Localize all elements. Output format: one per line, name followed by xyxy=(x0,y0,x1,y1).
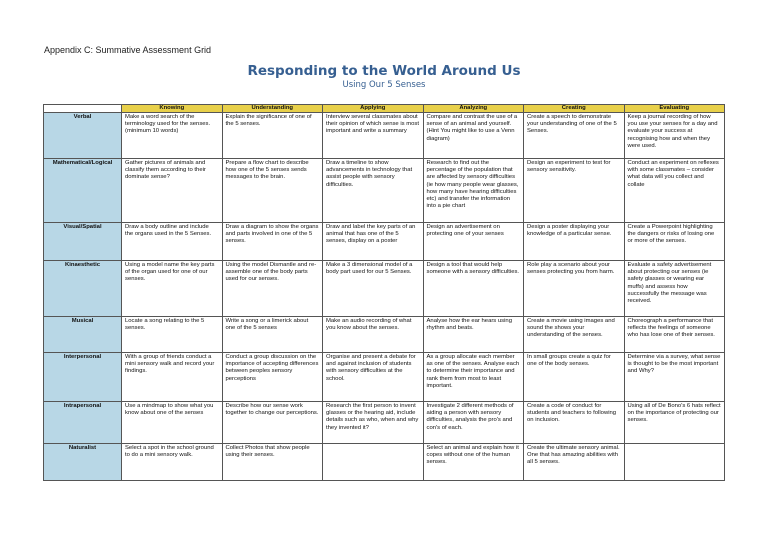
table-cell: Create a Powerpoint highlighting the dangers or risks of losing one or more of the senses. xyxy=(624,223,725,261)
row-header-kinaesthetic: Kinaesthetic xyxy=(44,261,122,317)
table-cell: Select an animal and explain how it copes without one of the human senses. xyxy=(423,444,524,481)
table-cell: Draw and label the key parts of an animal that has one of the 5 senses, display on a poster xyxy=(323,223,424,261)
row-header-naturalist: Naturalist xyxy=(44,444,122,481)
column-header-understanding: Understanding xyxy=(222,105,323,113)
table-cell: As a group allocate each member as one of the senses. Analyse each to determine their importance and rank them from most to least important. xyxy=(423,353,524,402)
table-cell: Create a movie using images and sound the shows your understanding of the senses. xyxy=(524,317,625,353)
table-cell: Collect Photos that show people using their senses. xyxy=(222,444,323,481)
table-cell: Select a spot in the school ground to do a mini sensory walk. xyxy=(122,444,223,481)
table-cell: Create a speech to demonstrate your understanding of one of the 5 Senses. xyxy=(524,113,625,159)
column-header-evaluating: Evaluating xyxy=(624,105,725,113)
table-cell: Compare and contrast the use of a sense of an animal and yourself. (Hint You might like to use a Venn diagram) xyxy=(423,113,524,159)
table-cell: With a group of friends conduct a mini sensory walk and record your findings. xyxy=(122,353,223,402)
column-header-knowing: Knowing xyxy=(122,105,223,113)
table-cell: Research to find out the percentage of the population that are affected by sensory difficulties (ie how many people wear glasses, how many have hearing difficulties etc) and transfer the information into a pie chart xyxy=(423,159,524,223)
table-cell: Gather pictures of animals and classify them according to their dominate sense? xyxy=(122,159,223,223)
appendix-label: Appendix C: Summative Assessment Grid xyxy=(44,45,212,55)
table-cell: Write a song or a limerick about one of the 5 senses xyxy=(222,317,323,353)
table-cell: Evaluate a safety advertisement about protecting our senses (ie safety glasses or wearing ear muffs) and assess how successfully the message was received. xyxy=(624,261,725,317)
column-header-creating: Creating xyxy=(524,105,625,113)
assessment-grid xyxy=(43,104,725,481)
table-row xyxy=(44,317,725,353)
table-cell: In small groups create a quiz for one of the body senses. xyxy=(524,353,625,402)
table-cell xyxy=(624,444,725,481)
table-cell: Conduct an experiment on reflexes with some classmates – consider what data will you collect and collate xyxy=(624,159,725,223)
corner-cell xyxy=(44,105,122,113)
table-cell: Locate a song relating to the 5 senses. xyxy=(122,317,223,353)
table-cell: Draw a body outline and include the organs used in the 5 Senses. xyxy=(122,223,223,261)
table-cell: Make a 3 dimensional model of a body part used for our 5 Senses. xyxy=(323,261,424,317)
table-row xyxy=(44,223,725,261)
row-header-musical: Musical xyxy=(44,317,122,353)
table-row xyxy=(44,113,725,159)
table-cell: Make an audio recording of what you know about the senses. xyxy=(323,317,424,353)
table-cell: Draw a diagram to show the organs and parts involved in one of the 5 senses. xyxy=(222,223,323,261)
table-cell: Interview several classmates about their opinion of which sense is most important and write a summary xyxy=(323,113,424,159)
table-cell: Choreograph a performance that reflects the feelings of someone who has lose one of their senses. xyxy=(624,317,725,353)
table-cell: Create the ultimate sensory animal. One that has amazing abilities with all 5 senses. xyxy=(524,444,625,481)
table-cell: Draw a timeline to show advancements in technology that assist people with sensory difficulties. xyxy=(323,159,424,223)
table-cell: Using all of De Bono's 6 hats reflect on the importance of protecting our senses. xyxy=(624,402,725,444)
row-header-intrapersonal: Intrapersonal xyxy=(44,402,122,444)
table-row xyxy=(44,353,725,402)
table-cell: Describe how our sense work together to change our perceptions. xyxy=(222,402,323,444)
table-row xyxy=(44,402,725,444)
table-cell: Using the model Dismantle and re-assemble one of the body parts used for our senses. xyxy=(222,261,323,317)
table-cell: Explain the significance of one of the 5 senses. xyxy=(222,113,323,159)
table-cell: Design a tool that would help someone with a sensory difficulties. xyxy=(423,261,524,317)
table-cell: Prepare a flow chart to describe how one of the 5 senses sends messages to the brain. xyxy=(222,159,323,223)
table-cell: Keep a journal recording of how you use your senses for a day and evaluate your success at recognising how and when they were used. xyxy=(624,113,725,159)
table-row xyxy=(44,261,725,317)
table-cell: Investigate 2 different methods of aiding a person with sensory difficulties, analysis the pro's and con's of each. xyxy=(423,402,524,444)
table-cell: Determine via a survey, what sense is thought to be the most important and Why? xyxy=(624,353,725,402)
table-cell: Use a mindmap to show what you know about one of the senses xyxy=(122,402,223,444)
table-cell: Role play a scenario about your senses protecting you from harm. xyxy=(524,261,625,317)
row-header-interpersonal: Interpersonal xyxy=(44,353,122,402)
row-header-verbal: Verbal xyxy=(44,113,122,159)
table-cell xyxy=(323,444,424,481)
table-cell: Research the first person to invent glasses or the hearing aid, include details such as who, when and why they invented it? xyxy=(323,402,424,444)
table-cell: Design an advertisement on protecting one of your senses xyxy=(423,223,524,261)
column-header-applying: Applying xyxy=(323,105,424,113)
table-cell: Design a poster displaying your knowledge of a particular sense. xyxy=(524,223,625,261)
table-row xyxy=(44,159,725,223)
table-cell: Using a model name the key parts of the organ used for one of our senses. xyxy=(122,261,223,317)
table-cell: Organise and present a debate for and against inclusion of students with sensory difficulties at the school. xyxy=(323,353,424,402)
header-row xyxy=(44,105,725,113)
row-header-visual-spatial: Visual/Spatial xyxy=(44,223,122,261)
row-header-mathematical-logical: Mathematical/Logical xyxy=(44,159,122,223)
table-row xyxy=(44,444,725,481)
table-cell: Make a word search of the terminology used for the senses. (minimum 10 words) xyxy=(122,113,223,159)
page-title: Responding to the World Around Us xyxy=(247,63,521,79)
table-cell: Conduct a group discussion on the importance of accepting differences between peoples sensory perceptions xyxy=(222,353,323,402)
column-header-analyzing: Analyzing xyxy=(423,105,524,113)
table-cell: Analyse how the ear hears using rhythm and beats. xyxy=(423,317,524,353)
table-cell: Design an experiment to test for sensory sensitivity. xyxy=(524,159,625,223)
page-subtitle: Using Our 5 Senses xyxy=(342,80,426,90)
table-cell: Create a code of conduct for students and teachers to following on inclusion. xyxy=(524,402,625,444)
